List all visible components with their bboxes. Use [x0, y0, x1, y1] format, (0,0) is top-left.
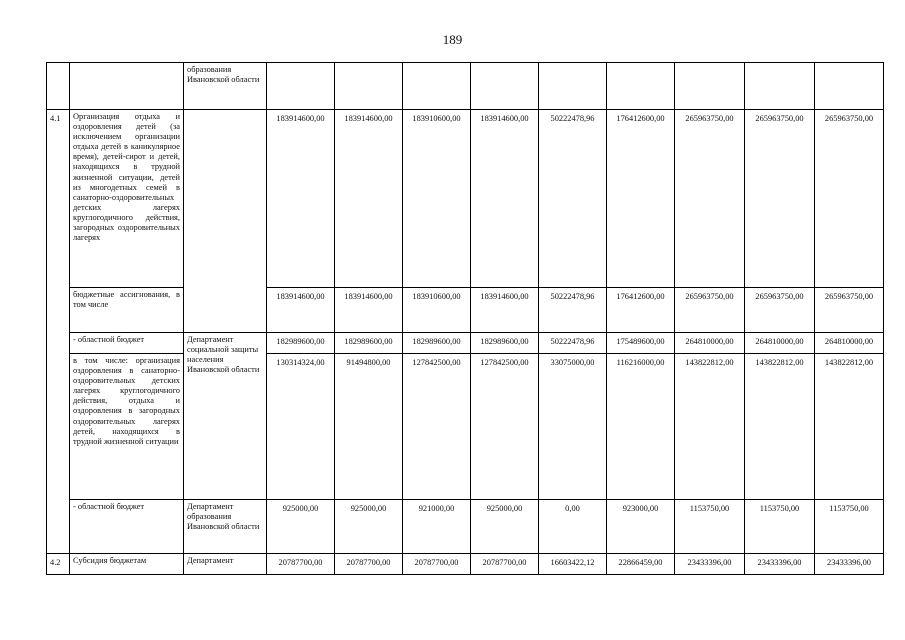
value-cell: 183910600,00	[403, 288, 471, 333]
value-cell: 116216000,00	[607, 354, 675, 500]
value-cell	[403, 63, 471, 110]
value-cell: 175489600,00	[607, 333, 675, 354]
value-cell: 20787700,00	[335, 554, 403, 575]
value-cell: 23433396,00	[675, 554, 745, 575]
table-row	[47, 110, 884, 288]
table-row	[47, 500, 884, 554]
value-cell: 127842500,00	[403, 354, 471, 500]
value-cell: 183914600,00	[471, 110, 539, 288]
table-row	[47, 288, 884, 333]
value-cell: 91494800,00	[335, 354, 403, 500]
row-name	[70, 63, 184, 110]
value-cell: 1153750,00	[675, 500, 745, 554]
value-cell	[539, 63, 607, 110]
value-cell: 183914600,00	[471, 288, 539, 333]
value-cell: 265963750,00	[745, 288, 815, 333]
value-cell: 183914600,00	[267, 288, 335, 333]
value-cell: 143822812,00	[675, 354, 745, 500]
row-name: Субсидия бюджетам	[70, 554, 184, 575]
value-cell: 182989600,00	[335, 333, 403, 354]
row-index: 4.2	[47, 554, 70, 575]
value-cell: 1153750,00	[745, 500, 815, 554]
value-cell: 183910600,00	[403, 110, 471, 288]
row-name: в том числе: организация оздоровления в санаторно-оздоровительных детских лагерях круглогодичного действия, отдыха и оздоровления в загородных оздоровительных лагерях детей, находящихся в трудной жизненной ситуации	[70, 354, 184, 500]
value-cell: 176412600,00	[607, 110, 675, 288]
row-org: образования Ивановской области	[184, 63, 267, 110]
value-cell: 20787700,00	[267, 554, 335, 575]
row-org: Департамент социальной защиты населения Ивановской области	[184, 333, 267, 500]
budget-table	[46, 62, 884, 575]
value-cell: 16603422,12	[539, 554, 607, 575]
row-index	[47, 63, 70, 110]
value-cell: 182989600,00	[267, 333, 335, 354]
value-cell: 264810000,00	[675, 333, 745, 354]
value-cell: 925000,00	[335, 500, 403, 554]
value-cell: 182989600,00	[471, 333, 539, 354]
value-cell: 921000,00	[403, 500, 471, 554]
value-cell: 23433396,00	[815, 554, 884, 575]
row-org	[184, 110, 267, 333]
value-cell: 265963750,00	[675, 110, 745, 288]
value-cell: 0,00	[539, 500, 607, 554]
value-cell: 20787700,00	[403, 554, 471, 575]
row-name: - областной бюджет	[70, 500, 184, 554]
table-row	[47, 63, 884, 110]
value-cell: 20787700,00	[471, 554, 539, 575]
value-cell	[815, 63, 884, 110]
value-cell: 923000,00	[607, 500, 675, 554]
value-cell: 176412600,00	[607, 288, 675, 333]
value-cell: 127842500,00	[471, 354, 539, 500]
value-cell: 183914600,00	[267, 110, 335, 288]
value-cell: 50222478,96	[539, 333, 607, 354]
value-cell	[607, 63, 675, 110]
value-cell: 143822812,00	[815, 354, 884, 500]
value-cell: 264810000,00	[815, 333, 884, 354]
value-cell: 22866459,00	[607, 554, 675, 575]
table-row	[47, 354, 884, 500]
value-cell: 50222478,96	[539, 288, 607, 333]
table-row	[47, 333, 884, 354]
row-org: Департамент	[184, 554, 267, 575]
value-cell: 265963750,00	[675, 288, 745, 333]
value-cell	[675, 63, 745, 110]
value-cell	[267, 63, 335, 110]
value-cell: 925000,00	[267, 500, 335, 554]
value-cell: 1153750,00	[815, 500, 884, 554]
value-cell: 143822812,00	[745, 354, 815, 500]
value-cell: 23433396,00	[745, 554, 815, 575]
value-cell: 182989600,00	[403, 333, 471, 354]
row-name: Организация отдыха и оздоровления детей (за исключением организации отдыха детей в каникулярное время), детей-сирот и детей, находящихся в трудной жизненной ситуации, детей из многодетных семей в санаторно-оздоровительных детских лагерях круглогодичного действия, загородных оздоровительных лагерях	[70, 110, 184, 288]
value-cell: 33075000,00	[539, 354, 607, 500]
value-cell: 265963750,00	[745, 110, 815, 288]
value-cell: 50222478,96	[539, 110, 607, 288]
page-number: 189	[442, 32, 463, 47]
value-cell: 264810000,00	[745, 333, 815, 354]
value-cell	[745, 63, 815, 110]
row-index: 4.1	[47, 110, 70, 554]
value-cell: 925000,00	[471, 500, 539, 554]
value-cell: 265963750,00	[815, 288, 884, 333]
table-row	[47, 554, 884, 575]
value-cell	[471, 63, 539, 110]
row-name: бюджетные ассигнования, в том числе	[70, 288, 184, 333]
value-cell: 265963750,00	[815, 110, 884, 288]
value-cell: 130314324,00	[267, 354, 335, 500]
value-cell: 183914600,00	[335, 288, 403, 333]
value-cell	[335, 63, 403, 110]
value-cell: 183914600,00	[335, 110, 403, 288]
row-org: Департамент образования Ивановской области	[184, 500, 267, 554]
row-name: - областной бюджет	[70, 333, 184, 354]
